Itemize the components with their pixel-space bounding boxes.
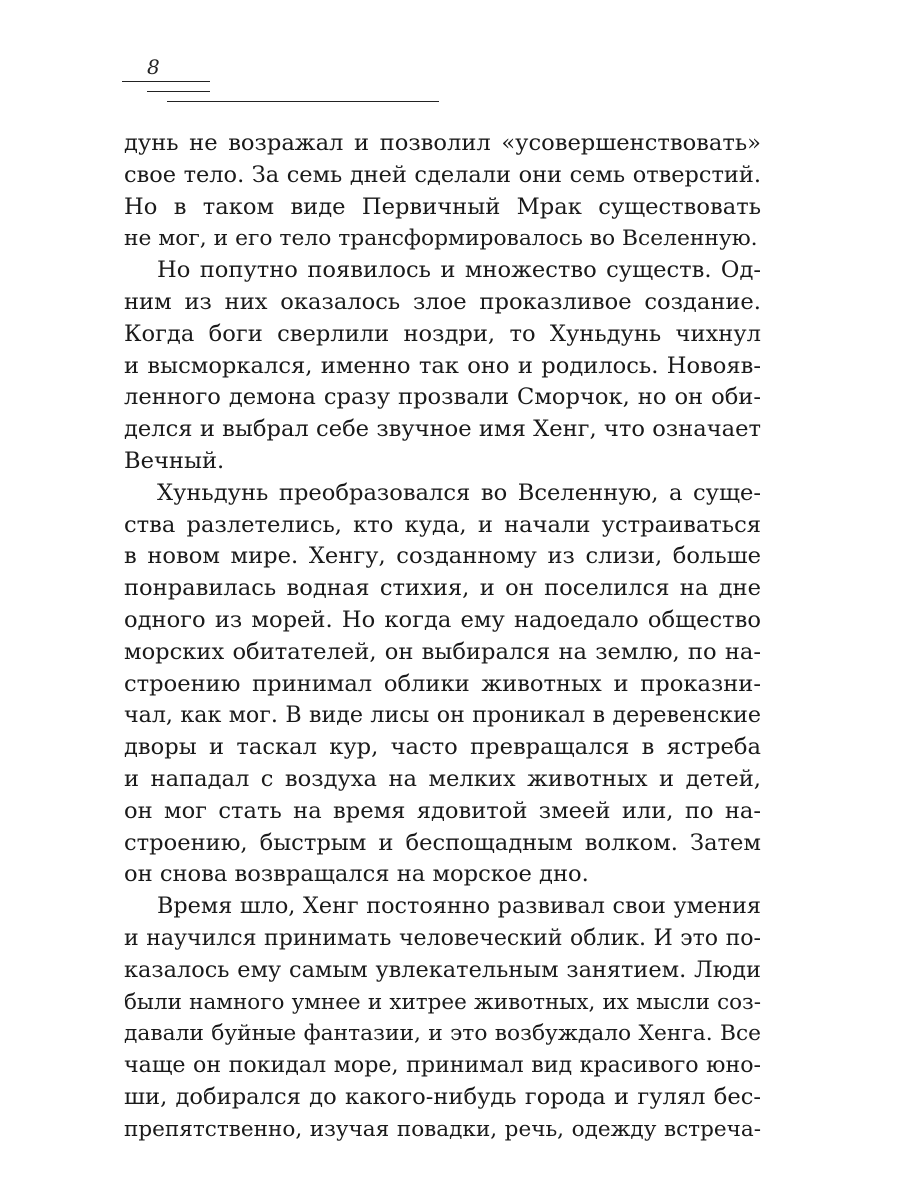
text-line: Но попутно появилось и множество существ. Од- xyxy=(157,257,761,284)
text-line: и нападал с воздуха на мелких животных и детей, xyxy=(124,765,761,792)
text-line: и высморкался, именно так оно и родилось. Новояв- xyxy=(124,352,761,379)
text-line: ши, добирался до какого-нибудь города и гулял бес- xyxy=(124,1083,761,1110)
text-line: Время шло, Хенг постоянно развивал свои умения xyxy=(157,893,761,920)
paragraph xyxy=(124,255,761,478)
header-rule-top xyxy=(122,81,210,82)
text-line: ним из них оказалось злое проказливое создание. xyxy=(124,288,761,315)
text-line: казалось ему самым увлекательным занятием. Люди xyxy=(124,956,761,983)
text-line: понравилась водная стихия, и он поселился на дне xyxy=(124,575,761,602)
header-rule-middle xyxy=(147,91,210,92)
text-line: Когда боги сверлили ноздри, то Хуньдунь чихнул xyxy=(124,320,761,347)
text-line: и научился принимать человеческий облик. И это по- xyxy=(124,925,761,951)
text-line: морских обитателей, он выбирался на землю, по на- xyxy=(124,638,761,665)
text-line: чал, как мог. В виде лисы он проникал в деревенские xyxy=(124,702,761,729)
paragraph xyxy=(124,478,761,891)
text-line: одного из морей. Но когда ему надоедало общество xyxy=(124,606,761,633)
text-line: чаще он покидал море, принимал вид красивого юно- xyxy=(124,1052,761,1079)
text-line: строению, быстрым и беспощадным волком. Затем xyxy=(124,829,761,856)
text-line: Вечный. xyxy=(124,447,225,474)
text-line: он мог стать на время ядовитой змеей или, по на- xyxy=(124,797,761,824)
text-line: он снова возвращался на морское дно. xyxy=(124,861,589,888)
text-line: препятственно, изучая повадки, речь, одежду встреча- xyxy=(124,1116,761,1142)
text-line: дунь не возражал и позволил «усовершенствовать» xyxy=(124,130,761,156)
paragraph xyxy=(124,891,761,1145)
header-rule-bottom xyxy=(167,101,439,102)
text-line: строению принимал облики животных и проказни- xyxy=(124,670,761,697)
text-line: давали буйные фантазии, и это возбуждало Хенга. Все xyxy=(124,1021,761,1047)
text-line: были намного умнее и хитрее животных, их мысли соз- xyxy=(124,989,761,1015)
text-line: ства разлетелись, кто куда, и начали устраиваться xyxy=(124,511,761,538)
text-line: ленного демона сразу прозвали Сморчок, но он оби- xyxy=(124,384,761,411)
text-line: не мог, и его тело трансформировалось во Вселенную. xyxy=(124,226,758,252)
text-line: свое тело. За семь дней сделали они семь отверстий. xyxy=(124,161,761,188)
text-body xyxy=(124,128,761,1146)
page-number: 8 xyxy=(147,55,160,79)
text-line: делся и выбрал себе звучное имя Хенг, что означает xyxy=(124,416,761,443)
text-line: Но в таком виде Первичный Мрак существовать xyxy=(124,193,761,220)
text-line: в новом мире. Хенгу, созданному из слизи, больше xyxy=(124,543,761,570)
text-line: Хуньдунь преобразовался во Вселенную, а суще- xyxy=(157,479,761,506)
paragraph xyxy=(124,128,761,255)
text-line: дворы и таскал кур, часто превращался в ястреба xyxy=(124,734,761,761)
